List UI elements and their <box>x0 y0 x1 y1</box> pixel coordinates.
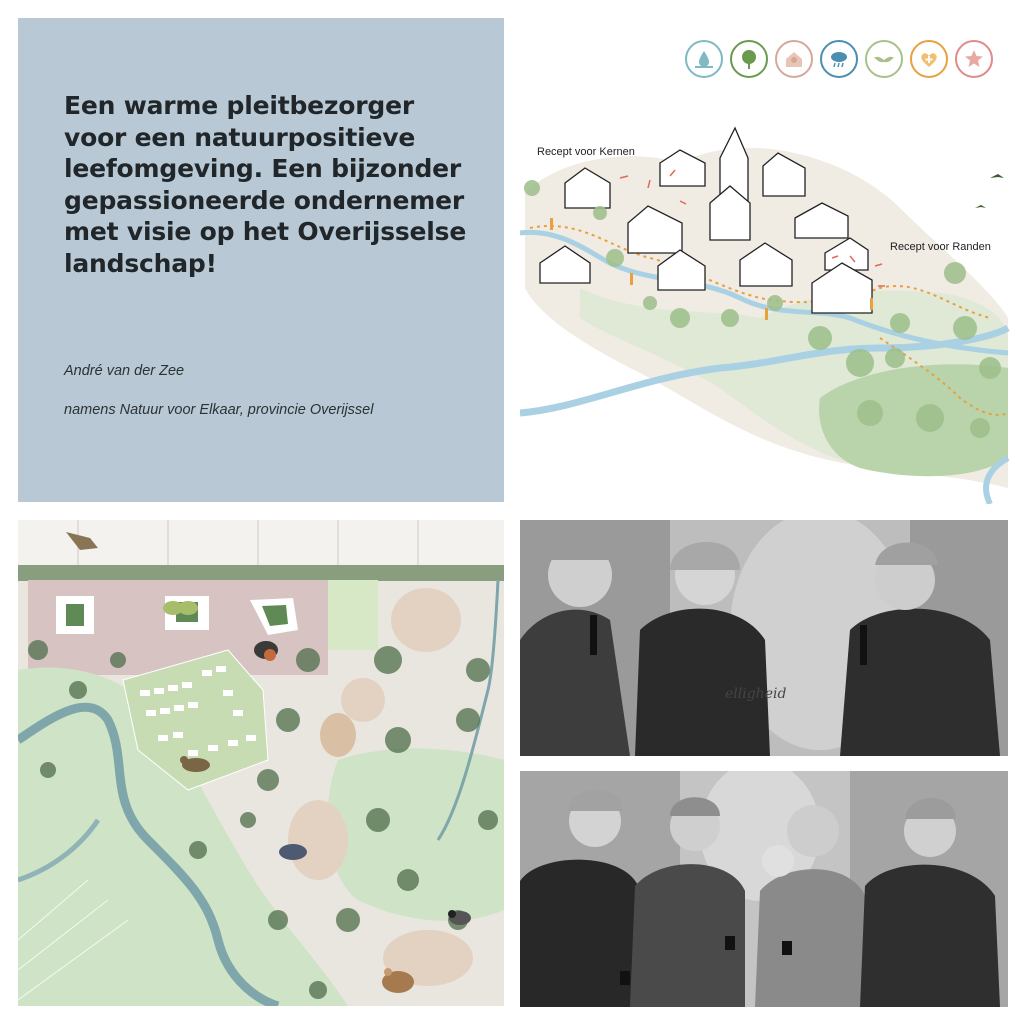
label-recept-kernen: Recept voor Kernen <box>537 146 635 158</box>
quote-panel <box>18 18 504 502</box>
quote-text: Een warme pleitbezorger voor een natuurpositieve leefomgeving. Een bijzonder gepassioneerde ondernemer met visie op het Overijsselse landschap! <box>64 91 467 278</box>
blue-butterfly-icon <box>279 844 307 860</box>
bat-icon <box>865 40 903 78</box>
site-plan-drawing <box>18 520 504 1006</box>
ecosystem-icon-row <box>685 40 993 78</box>
star-icon <box>955 40 993 78</box>
quote-author: André van der Zee <box>64 363 185 379</box>
photo-award-group <box>520 771 1008 1007</box>
award-ceremony-photo <box>520 520 1008 756</box>
photo-award-handover <box>520 520 1008 756</box>
label-recept-randen: Recept voor Randen <box>890 241 991 253</box>
heart-icon <box>910 40 948 78</box>
landscape-drawing <box>520 18 1010 504</box>
quote-organisation: namens Natuur voor Elkaar, provincie Overijssel <box>64 402 374 418</box>
svg-text:elligheid: elligheid <box>725 686 787 702</box>
house-icon <box>775 40 813 78</box>
landscape-illustration <box>520 18 1010 504</box>
water-icon <box>685 40 723 78</box>
tree-icon <box>730 40 768 78</box>
rain-cloud-icon <box>820 40 858 78</box>
site-plan-map <box>18 520 504 1006</box>
group-photo <box>520 771 1008 1007</box>
